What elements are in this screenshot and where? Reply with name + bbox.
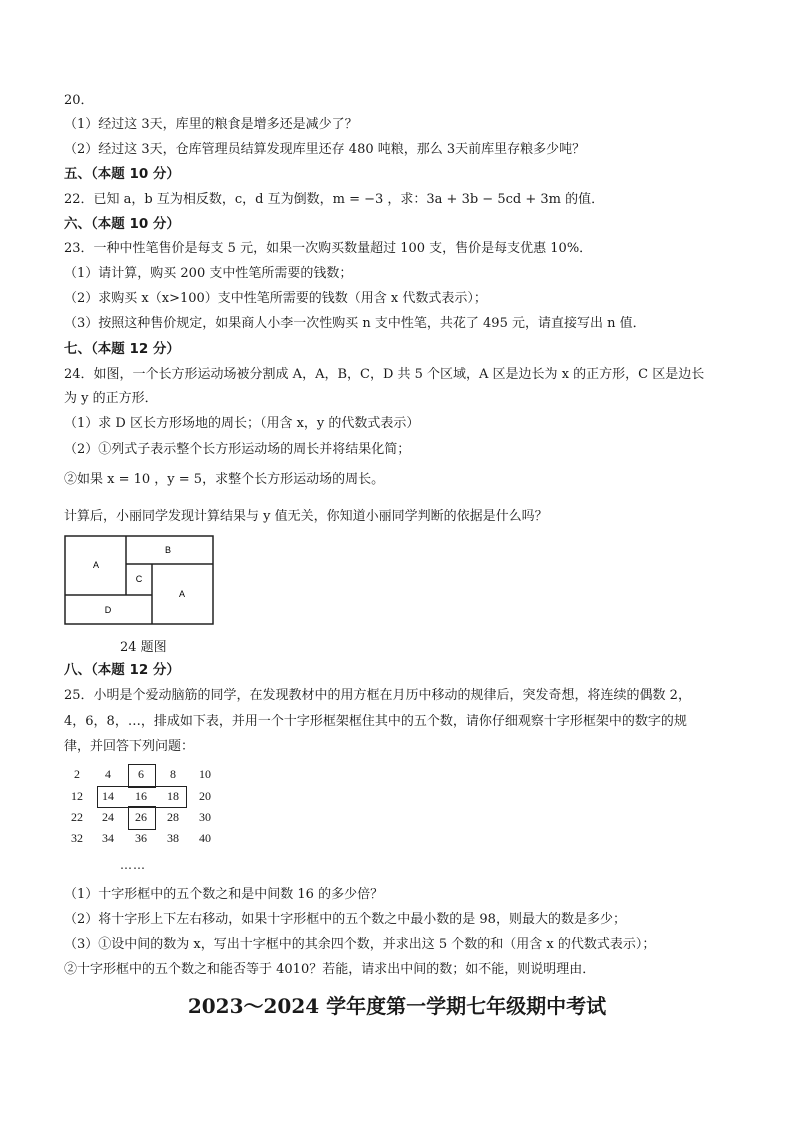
table-cell: 26 xyxy=(135,810,147,824)
table-cell: 30 xyxy=(199,810,211,824)
q25-text-line1: 25．小明是个爱动脑筋的同学，在发现教材中的用方框在月历中移动的规律后，突发奇想，将连续的偶数 2， xyxy=(64,688,691,703)
q24-text-line1: 24．如图，一个长方形运动场被分割成 A，A，B，C，D 共 5 个区域，A 区是边长为 x 的正方形，C 区是边长 xyxy=(64,367,705,382)
footer-exam-title: 2023～2024 学年度第一学期七年级期中考试 xyxy=(187,994,607,1018)
table-cell: 10 xyxy=(199,767,211,781)
section-6-heading: 六、（本题 10 分） xyxy=(64,216,180,232)
q22-text: 22．已知 a，b 互为相反数，c，d 互为倒数，m = −3 ，求：3a + 3b − 5cd + 3m 的值． xyxy=(64,192,605,207)
table-cell: 16 xyxy=(135,789,147,803)
region-c-label: C xyxy=(135,574,143,584)
q24-part4: 计算后，小丽同学发现计算结果与 y 值无关，你知道小丽同学判断的依据是什么吗？ xyxy=(64,509,548,524)
q24-part2: （2）①列式子表示整个长方形运动场的周长并将结果化简； xyxy=(64,442,411,457)
table-cell: 8 xyxy=(170,767,176,781)
table-cell: 24 xyxy=(102,810,114,824)
q23-text: 23．一种中性笔售价是每支 5 元，如果一次购买数量超过 100 支，售价是每支优惠 10%． xyxy=(64,241,593,256)
table-cell: 40 xyxy=(199,831,211,845)
q25-part4: ②十字形框中的五个数之和能否等于 4010？若能，请求出中间的数；如不能，则说明理由． xyxy=(64,962,596,977)
q20-part1: （1）经过这 3天，库里的粮食是增多还是减少了？ xyxy=(64,117,358,132)
even-number-table xyxy=(64,764,224,854)
figure-24-diagram xyxy=(64,535,214,625)
q25-text-line2: 4，6，8，…，排成如下表，并用一个十字形框架框住其中的五个数，请你仔细观察十字形框架中的数字的规 xyxy=(64,714,687,729)
table-cell: 14 xyxy=(102,789,114,803)
q25-text-line3: 律，并回答下列问题： xyxy=(64,739,195,754)
region-b-label: B xyxy=(164,545,172,555)
table-cell: 4 xyxy=(105,767,111,781)
table-cell: 6 xyxy=(138,767,144,781)
table-cell: 22 xyxy=(71,810,83,824)
section-8-heading: 八、（本题 12 分） xyxy=(64,662,180,678)
table-cell: 12 xyxy=(71,789,83,803)
table-cell: 2 xyxy=(74,767,80,781)
table-cell: 38 xyxy=(167,831,179,845)
q25-part1: （1）十字形框中的五个数之和是中间数 16 的多少倍？ xyxy=(64,887,384,902)
table-cell: 18 xyxy=(167,789,179,803)
table-cell: 36 xyxy=(135,831,147,845)
q20-number: 20． xyxy=(64,93,94,108)
region-a-right-label: A xyxy=(178,589,186,599)
table-ellipsis: …… xyxy=(120,858,146,872)
table-cell: 28 xyxy=(167,810,179,824)
q20-part2: （2）经过这 3天，仓库管理员结算发现库里还存 480 吨粮，那么 3天前库里存粮多少吨？ xyxy=(64,142,586,157)
q25-part3: （3）①设中间的数为 x，写出十字框中的其余四个数，并求出这 5 个数的和（用含 x 的代数式表示）； xyxy=(64,937,656,952)
q24-part1: （1）求 D 区长方形场地的周长；（用含 x，y 的代数式表示） xyxy=(64,416,420,431)
q23-part3: （3）按照这种售价规定，如果商人小李一次性购买 n 支中性笔，共花了 495 元，请直接写出 n 值． xyxy=(64,316,646,331)
region-a-left-label: A xyxy=(92,560,100,570)
table-cell: 34 xyxy=(102,831,114,845)
q24-part3: ②如果 x = 10 ，y = 5，求整个长方形运动场的周长。 xyxy=(64,472,385,487)
q25-part2: （2）将十字形上下左右移动，如果十字形框中的五个数之中最小数的是 98，则最大的数是多少； xyxy=(64,912,626,927)
section-7-heading: 七、（本题 12 分） xyxy=(64,341,180,357)
figure-24-caption: 24 题图 xyxy=(120,640,167,655)
table-cell: 20 xyxy=(199,789,211,803)
q23-part1: （1）请计算，购买 200 支中性笔所需要的钱数； xyxy=(64,266,353,281)
region-d-label: D xyxy=(104,605,112,615)
table-cell: 32 xyxy=(71,831,83,845)
q24-text-line2: 为 y 的正方形． xyxy=(64,391,158,406)
q23-part2: （2）求购买 x（x>100）支中性笔所需要的钱数（用含 x 代数式表示）； xyxy=(64,291,487,306)
section-5-heading: 五、（本题 10 分） xyxy=(64,166,180,182)
